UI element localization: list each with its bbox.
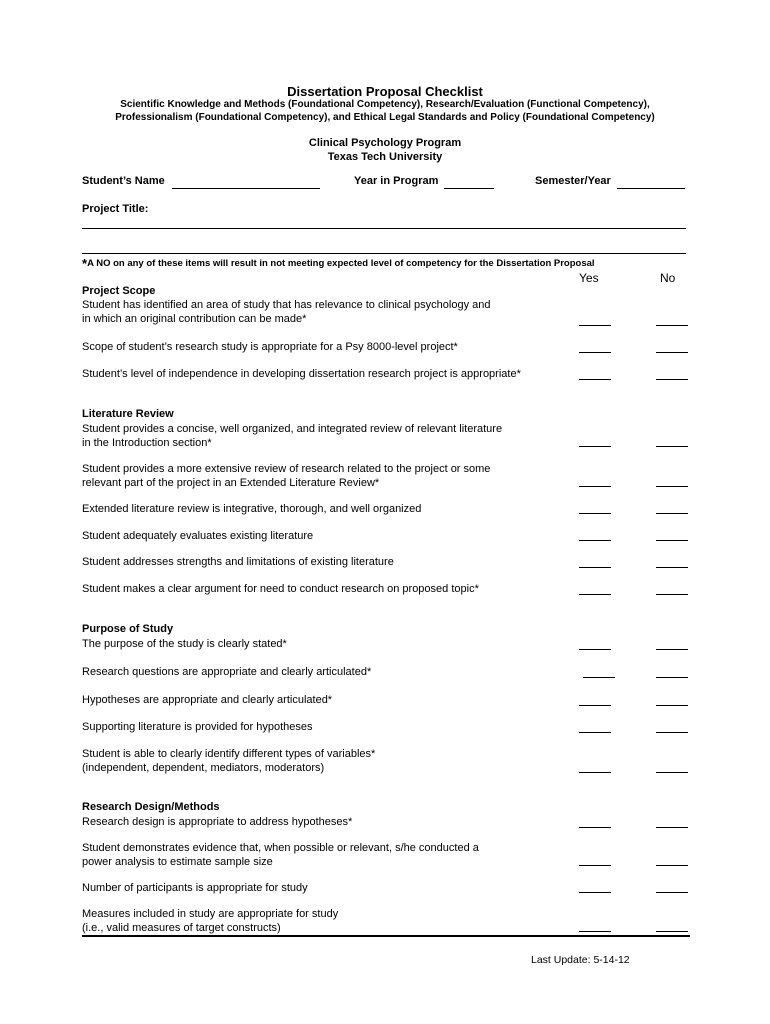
no-blank[interactable]	[656, 446, 688, 447]
no-blank[interactable]	[656, 594, 688, 595]
yes-blank[interactable]	[579, 732, 611, 733]
no-blank[interactable]	[656, 732, 688, 733]
yes-blank[interactable]	[579, 931, 611, 932]
list-item: Student makes a clear argument for need to conduct research on proposed topic*	[82, 583, 479, 595]
list-item: Supporting literature is provided for hypotheses	[82, 721, 313, 733]
no-blank[interactable]	[656, 865, 688, 866]
no-blank[interactable]	[656, 677, 688, 678]
yes-blank[interactable]	[579, 513, 611, 514]
yes-blank[interactable]	[579, 486, 611, 487]
no-blank[interactable]	[656, 772, 688, 773]
yes-blank[interactable]	[579, 772, 611, 773]
yes-blank[interactable]	[579, 352, 611, 353]
section-heading-research-design: Research Design/Methods	[82, 801, 220, 813]
yes-blank[interactable]	[579, 594, 611, 595]
no-blank[interactable]	[656, 325, 688, 326]
no-blank[interactable]	[656, 705, 688, 706]
yes-blank[interactable]	[579, 446, 611, 447]
no-column-header: No	[660, 271, 676, 285]
year-label: Year in Program	[354, 175, 439, 187]
yes-blank[interactable]	[579, 892, 611, 893]
no-blank[interactable]	[656, 352, 688, 353]
no-blank[interactable]	[656, 567, 688, 568]
subtitle-line-2: Professionalism (Foundational Competency), and Ethical Legal Standards and Policy (Foundational Competency)	[115, 112, 655, 123]
document-title: Dissertation Proposal Checklist	[287, 84, 483, 99]
yes-blank[interactable]	[579, 540, 611, 541]
list-item: Scope of student’s research study is appropriate for a Psy 8000-level project*	[82, 341, 458, 353]
yes-blank[interactable]	[579, 865, 611, 866]
year-blank[interactable]	[444, 188, 494, 189]
bottom-rule	[82, 935, 690, 937]
list-item: Student addresses strengths and limitations of existing literature	[82, 556, 394, 568]
yes-blank[interactable]	[579, 325, 611, 326]
yes-blank[interactable]	[579, 379, 611, 380]
list-item: Research design is appropriate to address hypotheses*	[82, 816, 353, 828]
no-blank[interactable]	[656, 540, 688, 541]
list-item: Student adequately evaluates existing literature	[82, 530, 314, 542]
student-name-label: Student’s Name	[82, 175, 165, 187]
list-item: Hypotheses are appropriate and clearly articulated*	[82, 694, 333, 706]
no-blank[interactable]	[656, 649, 688, 650]
project-title-line-2[interactable]	[82, 253, 686, 254]
yes-blank[interactable]	[579, 827, 611, 828]
no-blank[interactable]	[656, 892, 688, 893]
list-item: Extended literature review is integrative, thorough, and well organized	[82, 503, 422, 515]
list-item: The purpose of the study is clearly stated*	[82, 638, 287, 650]
section-heading-purpose: Purpose of Study	[82, 623, 174, 635]
yes-blank[interactable]	[579, 567, 611, 568]
yes-blank[interactable]	[579, 649, 611, 650]
project-title-line-1[interactable]	[82, 228, 686, 229]
no-blank[interactable]	[656, 486, 688, 487]
competency-note: *A NO on any of these items will result in not meeting expected level of competency for the Dissertation Proposal	[82, 256, 595, 271]
project-title-label: Project Title:	[82, 203, 149, 215]
section-heading-literature-review: Literature Review	[82, 408, 174, 420]
list-item: Student provides a more extensive review of research related to the project or some relevant part of the project in an Extended Literature Review*	[82, 463, 491, 489]
yes-blank[interactable]	[579, 705, 611, 706]
list-item: Measures included in study are appropriate for study (i.e., valid measures of target constructs)	[82, 908, 339, 934]
list-item: Number of participants is appropriate for study	[82, 882, 308, 894]
list-item: Student provides a concise, well organized, and integrated review of relevant literature in the Introduction section*	[82, 423, 503, 449]
last-update: Last Update: 5-14-12	[531, 954, 630, 966]
list-item: Student demonstrates evidence that, when possible or relevant, s/he conducted a power analysis to estimate sample size	[82, 842, 479, 868]
no-blank[interactable]	[656, 931, 688, 932]
program-name: Clinical Psychology Program	[308, 137, 462, 149]
semester-label: Semester/Year	[535, 175, 611, 187]
no-blank[interactable]	[656, 827, 688, 828]
semester-blank[interactable]	[617, 188, 685, 189]
university-name: Texas Tech University	[327, 151, 443, 163]
no-blank[interactable]	[656, 513, 688, 514]
list-item: Student’s level of independence in developing dissertation research project is appropriate*	[82, 368, 521, 380]
yes-column-header: Yes	[579, 271, 599, 285]
list-item: Student is able to clearly identify different types of variables* (independent, dependent, mediators, moderators)	[82, 748, 376, 774]
subtitle-line-1: Scientific Knowledge and Methods (Foundational Competency), Research/Evaluation (Functional Competency),	[120, 99, 650, 110]
student-name-blank[interactable]	[172, 188, 320, 189]
list-item: Student has identified an area of study that has relevance to clinical psychology and in which an original contribution can be made*	[82, 299, 491, 325]
section-heading-project-scope: Project Scope	[82, 285, 156, 297]
list-item: Research questions are appropriate and clearly articulated*	[82, 666, 372, 678]
yes-blank[interactable]	[583, 677, 615, 678]
no-blank[interactable]	[656, 379, 688, 380]
